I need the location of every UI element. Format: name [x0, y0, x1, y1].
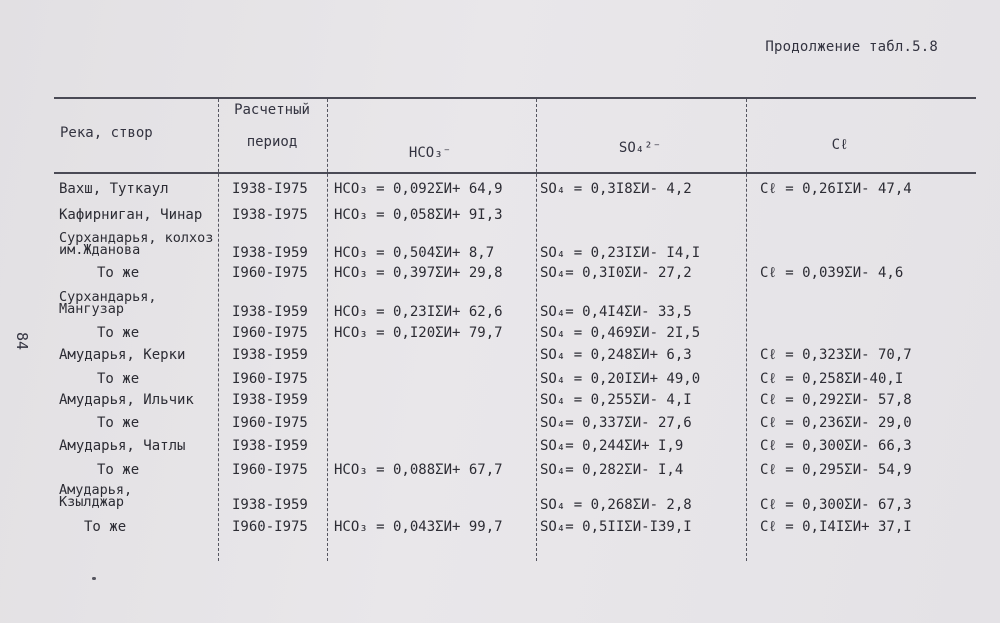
header-period-line1: Расчетный — [234, 102, 310, 118]
header-so4: SO₄²⁻ — [618, 140, 662, 156]
table-row — [0, 264, 1000, 284]
header-river: Река, створ — [60, 125, 153, 141]
period-cell: I938-I959 — [232, 245, 308, 261]
table-row — [0, 291, 1000, 325]
so4-cell: SO₄ = 0,268ΣИ- 2,8 — [540, 497, 692, 513]
header-hco3: HCO₃⁻ — [408, 145, 452, 161]
period-cell: I960-I975 — [232, 462, 308, 478]
so4-cell: SO₄= 0,3I0ΣИ- 27,2 — [540, 265, 692, 281]
so4-cell: SO₄ = 0,3I8ΣИ- 4,2 — [540, 181, 692, 197]
river-cell: То же — [97, 265, 140, 281]
cl-cell: Cℓ = 0,300ΣИ- 67,3 — [760, 497, 912, 513]
table-row — [0, 484, 1000, 518]
cl-cell: Cℓ = 0,258ΣИ-40,I — [760, 371, 904, 387]
cl-cell: Cℓ = 0,039ΣИ- 4,6 — [760, 265, 904, 281]
river-cell: Амударья, Чатлы — [59, 438, 186, 454]
table-row — [0, 518, 1000, 538]
table-row — [0, 324, 1000, 344]
hco3-cell: HCO₃ = 0,23IΣИ+ 62,6 — [334, 304, 503, 320]
so4-cell: SO₄ = 0,20IΣИ+ 49,0 — [540, 371, 701, 387]
period-cell: I938-I959 — [232, 392, 308, 408]
so4-cell: SO₄= 0,5IIΣИ-I39,I — [540, 519, 692, 535]
table-row — [0, 206, 1000, 226]
period-cell: I960-I975 — [232, 415, 308, 431]
river-cell: То же — [97, 371, 140, 387]
period-cell: I960-I975 — [232, 265, 308, 281]
cl-cell: Cℓ = 0,295ΣИ- 54,9 — [760, 462, 912, 478]
hco3-cell: HCO₃ = 0,092ΣИ+ 64,9 — [334, 181, 503, 197]
cl-cell: Cℓ = 0,323ΣИ- 70,7 — [760, 347, 912, 363]
hco3-cell: HCO₃ = 0,043ΣИ+ 99,7 — [334, 519, 503, 535]
table-row — [0, 391, 1000, 411]
table-header-rule — [54, 172, 976, 174]
so4-cell: SO₄ = 0,23IΣИ- I4,I — [540, 245, 701, 261]
period-cell: I960-I975 — [232, 371, 308, 387]
hco3-cell: HCO₃ = 0,I20ΣИ+ 79,7 — [334, 325, 503, 341]
table-row — [0, 437, 1000, 457]
so4-cell: SO₄ = 0,255ΣИ- 4,I — [540, 392, 692, 408]
cl-cell: Cℓ = 0,300ΣИ- 66,3 — [760, 438, 912, 454]
table-row — [0, 461, 1000, 481]
so4-cell: SO₄ = 0,469ΣИ- 2I,5 — [540, 325, 701, 341]
table-row — [0, 180, 1000, 200]
river-cell: То же — [97, 462, 140, 478]
cl-cell: Cℓ = 0,26IΣИ- 47,4 — [760, 181, 912, 197]
hco3-cell: HCO₃ = 0,058ΣИ+ 9I,3 — [334, 207, 503, 223]
river-cell: Сурхандарья, колхоз им.Жданова — [59, 230, 214, 258]
river-cell: То же — [97, 325, 140, 341]
so4-cell: SO₄= 0,4I4ΣИ- 33,5 — [540, 304, 692, 320]
so4-cell: SO₄ = 0,248ΣИ+ 6,3 — [540, 347, 692, 363]
page-number: 84 — [13, 331, 32, 351]
cl-cell: Cℓ = 0,I4IΣИ+ 37,I — [760, 519, 912, 535]
river-cell: Сурхандарья, Мангузар — [59, 289, 157, 317]
cl-cell: Cℓ = 0,292ΣИ- 57,8 — [760, 392, 912, 408]
table-row — [0, 232, 1000, 266]
period-cell: I960-I975 — [232, 325, 308, 341]
ink-speck — [92, 577, 96, 580]
so4-cell: SO₄= 0,282ΣИ- I,4 — [540, 462, 684, 478]
period-cell: I938-I975 — [232, 181, 308, 197]
period-cell: I938-I959 — [232, 304, 308, 320]
period-cell: I938-I959 — [232, 438, 308, 454]
table-row — [0, 370, 1000, 390]
period-cell: I938-I959 — [232, 497, 308, 513]
so4-cell: SO₄= 0,337ΣИ- 27,6 — [540, 415, 692, 431]
river-cell: Амударья, Керки — [59, 347, 186, 363]
period-cell: I960-I975 — [232, 519, 308, 535]
river-cell: То же — [84, 519, 127, 535]
table-row — [0, 346, 1000, 366]
river-cell: Кафирниган, Чинар — [59, 207, 203, 223]
cl-cell: Cℓ = 0,236ΣИ- 29,0 — [760, 415, 912, 431]
river-cell: То же — [97, 415, 140, 431]
header-cl: Cℓ — [831, 137, 849, 153]
table-top-rule — [54, 97, 976, 99]
river-cell: Вахш, Туткаул — [59, 181, 169, 197]
hco3-cell: HCO₃ = 0,088ΣИ+ 67,7 — [334, 462, 503, 478]
so4-cell: SO₄= 0,244ΣИ+ I,9 — [540, 438, 684, 454]
table-row — [0, 414, 1000, 434]
period-cell: I938-I959 — [232, 347, 308, 363]
hco3-cell: HCO₃ = 0,504ΣИ+ 8,7 — [334, 245, 495, 261]
river-cell: Амударья, Ильчик — [59, 392, 194, 408]
period-cell: I938-I975 — [232, 207, 308, 223]
table-caption: Продолжение табл.5.8 — [765, 39, 938, 55]
header-period-line2: период — [246, 134, 298, 150]
hco3-cell: HCO₃ = 0,397ΣИ+ 29,8 — [334, 265, 503, 281]
river-cell: Амударья, Кзылджар — [59, 482, 133, 510]
